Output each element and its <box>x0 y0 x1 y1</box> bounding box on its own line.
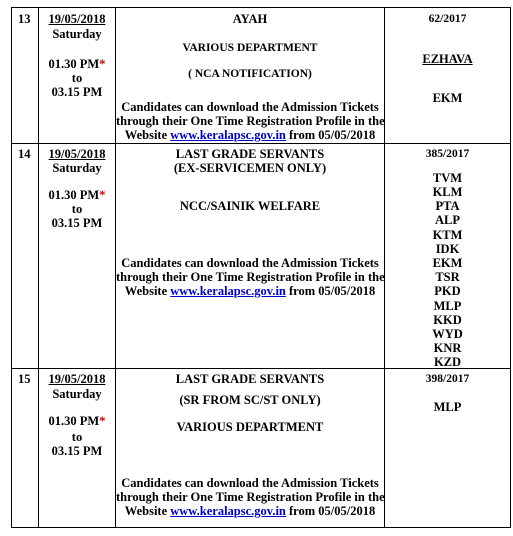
admission-note: Website www.keralapsc.gov.in from 05/05/2018 <box>124 284 376 298</box>
serial-number-cell <box>12 144 39 368</box>
exam-date: 19/05/2018 <box>48 372 106 386</box>
district-item: KKD <box>433 313 462 327</box>
post-title: LAST GRADE SERVANTS <box>175 372 325 386</box>
admission-note: through their One Time Registration Profile in the <box>116 490 385 504</box>
exam-day: Saturday <box>52 161 102 175</box>
category-number: 62/2017 <box>428 13 467 25</box>
district-item: PTA <box>435 199 460 213</box>
admission-note: through their One Time Registration Profile in the <box>116 270 385 284</box>
admission-note: Website www.keralapsc.gov.in from 05/05/2018 <box>124 128 376 142</box>
date-time-cell <box>39 8 116 143</box>
exam-end-time: 03.15 PM <box>51 216 103 230</box>
serial-number: 15 <box>18 372 31 386</box>
serial-number: 14 <box>18 147 31 161</box>
district-item: MLP <box>433 400 462 414</box>
admission-note: through their One Time Registration Profile in the <box>116 114 385 128</box>
time-separator: to <box>71 430 83 444</box>
district-item: IDK <box>435 242 460 256</box>
category-number: 385/2017 <box>425 148 470 160</box>
serial-number-cell <box>12 8 39 143</box>
district-item: KZD <box>433 355 462 369</box>
post-subtitle: ( NCA NOTIFICATION) <box>188 68 312 80</box>
district-item: KTM <box>432 228 463 242</box>
date-time-cell <box>39 369 116 527</box>
district-item: PKD <box>434 284 461 298</box>
post-details-cell <box>116 8 385 143</box>
exam-end-time: 03.15 PM <box>51 444 103 458</box>
post-subtitle: (EX-SERVICEMEN ONLY) <box>173 161 327 175</box>
exam-start-time: 01.30 PM* <box>48 188 106 202</box>
post-details-cell <box>116 369 385 527</box>
post-subtitle: VARIOUS DEPARTMENT <box>176 420 324 434</box>
website-link[interactable]: www.keralapsc.gov.in <box>170 504 286 518</box>
exam-start-time: 01.30 PM* <box>48 414 106 428</box>
district-item: WYD <box>432 327 463 341</box>
category-cell <box>385 8 510 143</box>
post-title: LAST GRADE SERVANTS <box>175 147 325 161</box>
exam-start-time: 01.30 PM* <box>48 57 106 71</box>
post-subtitle: NCC/SAINIK WELFARE <box>179 199 321 213</box>
website-link[interactable]: www.keralapsc.gov.in <box>170 284 286 298</box>
district-item: ALP <box>435 213 460 227</box>
post-subtitle: VARIOUS DEPARTMENT <box>182 42 318 54</box>
table-row <box>11 7 511 144</box>
district-item: KLM <box>432 185 463 199</box>
exam-date: 19/05/2018 <box>48 12 106 26</box>
time-separator: to <box>71 202 83 216</box>
exam-day: Saturday <box>52 27 102 41</box>
district-item: TSR <box>435 270 460 284</box>
district-item: EKM <box>432 91 463 105</box>
admission-note: Candidates can download the Admission Tickets <box>121 476 379 490</box>
table-row <box>11 143 511 369</box>
serial-number-cell <box>12 369 39 527</box>
district-item: MLP <box>433 299 462 313</box>
admission-note: Website www.keralapsc.gov.in from 05/05/2018 <box>124 504 376 518</box>
category-cell <box>385 369 510 527</box>
table-row <box>11 368 511 528</box>
date-time-cell <box>39 144 116 368</box>
exam-day: Saturday <box>52 387 102 401</box>
district-item: KNR <box>433 341 462 355</box>
district-item: EZHAVA <box>422 52 473 66</box>
exam-date: 19/05/2018 <box>48 147 106 161</box>
admission-note: Candidates can download the Admission Tickets <box>121 100 379 114</box>
time-separator: to <box>71 71 83 85</box>
category-cell <box>385 144 510 368</box>
district-item: EKM <box>432 256 463 270</box>
category-number: 398/2017 <box>425 373 470 385</box>
district-item: TVM <box>432 171 463 185</box>
exam-end-time: 03.15 PM <box>51 85 103 99</box>
serial-number: 13 <box>18 12 31 26</box>
website-link[interactable]: www.keralapsc.gov.in <box>170 128 286 142</box>
post-details-cell <box>116 144 385 368</box>
admission-note: Candidates can download the Admission Tickets <box>121 256 379 270</box>
post-subtitle: (SR FROM SC/ST ONLY) <box>179 393 321 407</box>
post-title: AYAH <box>232 12 268 26</box>
